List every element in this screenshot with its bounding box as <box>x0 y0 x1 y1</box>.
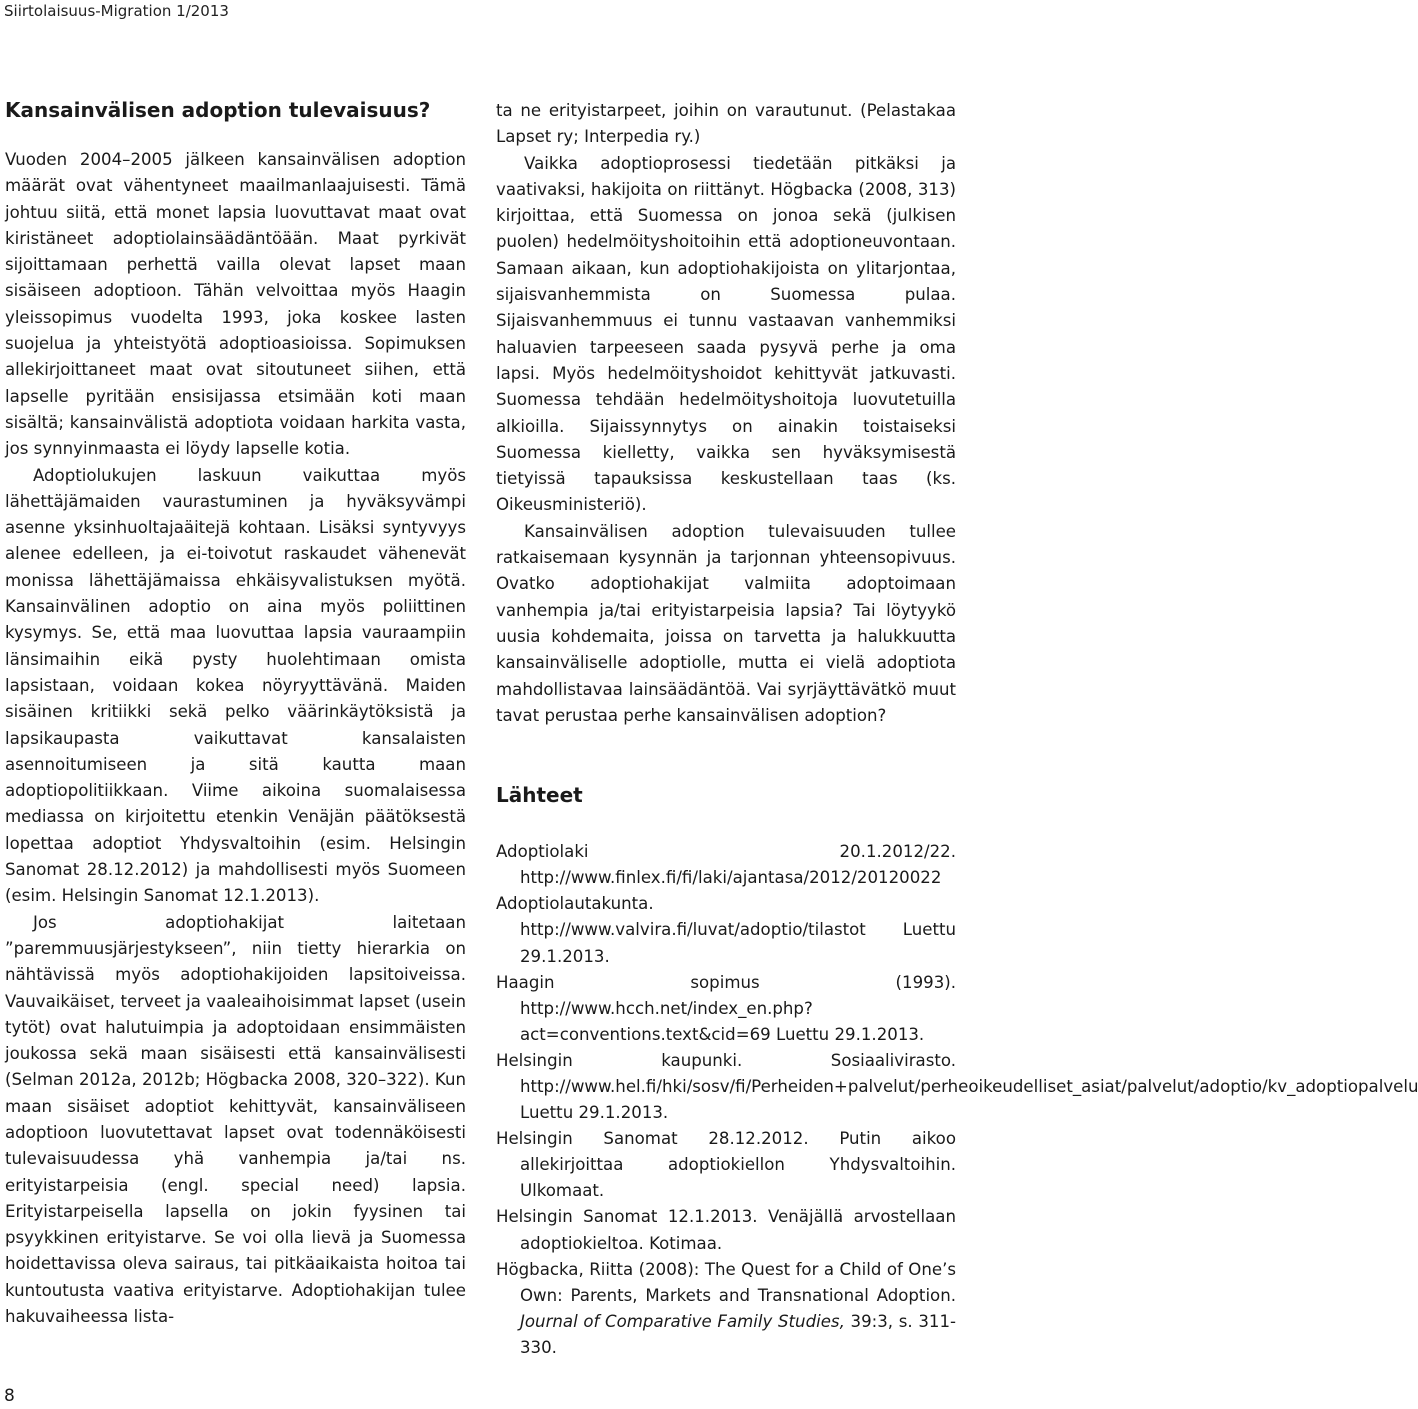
reference-tail: 39:3, s. 311-330. <box>520 1311 957 1357</box>
reference-item: Helsingin Sanomat 28.12.2012. Putin aikoo allekirjoittaa adoptiokiellon Yhdysvaltoihin. Ulkomaat. <box>496 1129 956 1201</box>
right-column <box>496 98 1418 1361</box>
reference-item: Adoptiolautakunta. http://www.valvira.fi/luvat/adoptio/tilastot Luettu 29.1.2013. <box>496 894 956 966</box>
reference-text: Högbacka, Riitta (2008): The Quest for a Child of One’s Own: Parents, Markets and Transnational Adoption. <box>496 1259 956 1305</box>
reference-item: Helsingin kaupunki. Sosiaalivirasto. http://www.hel.fi/hki/sosv/fi/Perheiden+palvelut/perheoikeudelliset_asiat/palvelut/adoptio/kv_adoptiopalvelu Luettu 29.1.2013. <box>496 1050 1418 1123</box>
body-paragraph: Vaikka adoptioprosessi tiedetään pitkäksi ja vaativaksi, hakijoita on riittänyt. Högbacka (2008, 313) kirjoittaa, että Suomessa on jonoa sekä (julkisen puolen) hedelmöityshoitoihin että adoptioneuvontaan. Samaan aikaan, kun adoptiohakijoista on ylitarjontaa, sijaisvanhemmista on Suomessa pulaa. Sijaisvanhemmuus ei tunnu vastaavan vanhemmiksi haluavien tarpeeseen saada pysyvä perhe ja oma lapsi. Myös hedelmöityshoidot kehittyvät jatkuvasti. Suomessa tehdään hedelmöityshoitoja luovutetuilla alkioilla. Sijaissynnytys on ainakin toistaiseksi Suomessa kielletty, vaikka sen hyväksymisestä tietyissä tapauksissa keskustellaan taas (ks. Oikeusministeriö). <box>496 153 956 515</box>
reference-item: Haagin sopimus (1993). http://www.hcch.net/index_en.php?act=conventions.text&cid=69 Luettu 29.1.2013. <box>496 972 956 1044</box>
reference-list <box>496 839 1418 1361</box>
running-header: Siirtolaisuus-Migration 1/2013 <box>4 2 229 20</box>
reference-item: Adoptiolaki 20.1.2012/22. http://www.finlex.fi/fi/laki/ajantasa/2012/20120022 <box>496 842 956 888</box>
body-paragraph: Jos adoptiohakijat laitetaan ”paremmuusjärjestykseen”, niin tietty hierarkia on nähtävissä myös adoptiohakijoiden lapsitoiveissa. Vauvaikäiset, terveet ja vaaleaihoisimmat lapset (usein tytöt) ovat halutuimpia ja adoptoidaan ensimmäisten joukossa sekä maan sisäisesti että kansainvälisesti (Selman 2012a, 2012b; Högbacka 2008, 320–322). Kun maan sisäiset adoptiot kehittyvät, kansainväliseen adoptioon luovutettavat lapset ovat todennäköisesti tulevaisuudessa yhä vanhempia ja/tai ns. erityistarpeisia (engl. special need) lapsia. Erityistarpeisella lapsella on jokin fyysinen tai psyykkinen erityistarve. Se voi olla lievä ja Suomessa hoidettavissa oleva sairaus, tai pitkäaikaista hoitoa tai kuntoutusta vaativa erityistarve. Adoptiohakijan tulee hakuvaiheessa lista- <box>5 912 466 1327</box>
body-paragraph: ta ne erityistarpeet, joihin on varautunut. (Pelastakaa Lapset ry; Interpedia ry.) <box>496 101 956 147</box>
reference-item: Helsingin Sanomat 12.1.2013. Venäjällä arvostellaan adoptiokieltoa. Kotimaa. <box>496 1207 956 1253</box>
page-number: 8 <box>4 1386 15 1406</box>
reference-item <box>496 1257 956 1361</box>
body-paragraph: Vuoden 2004–2005 jälkeen kansainvälisen adoption määrät ovat vähentyneet maailmanlaajuisesti. Tämä johtuu siitä, että monet lapsia luovuttavat maat ovat kiristäneet adoptiolainsäädäntöään. Maat pyrkivät sijoittamaan perhettä vailla olevat lapset maan sisäiseen adoptioon. Tähän velvoittaa myös Haagin yleissopimus vuodelta 1993, joka koskee lasten suojelua ja yhteistyötä adoptioasioissa. Sopimuksen allekirjoittaneet maat ovat sitoutuneet siihen, että lapselle pyritään ensisijassa etsimään koti maan sisältä; kansainvälistä adoptiota voidaan harkita vasta, jos synnyinmaasta ei löydy lapselle kotia. <box>5 150 466 459</box>
sources-heading: Lähteet <box>496 783 583 808</box>
body-paragraph: Adoptiolukujen laskuun vaikuttaa myös lähettäjämaiden vaurastuminen ja hyväksyvämpi asenne yksinhuoltajaäitejä kohtaan. Lisäksi syntyvyys alenee edelleen, ja ei-toivotut raskaudet vähenevät monissa lähettäjämaissa ehkäisyvalistuksen myötä. Kansainvälinen adoptio on aina myös poliittinen kysymys. Se, että maa luovuttaa lapsia vauraampiin länsimaihin eikä pysty huolehtimaan omista lapsistaan, voidaan kokea nöyryyttävänä. Maiden sisäinen kritiikki sekä pelko väärinkäytöksistä ja lapsikaupasta vaikuttavat kansalaisten asennoitumiseen ja sitä kautta maan adoptiopolitiikkaan. Viime aikoina suomalaisessa mediassa on kirjoitettu etenkin Venäjän päätöksestä lopettaa adoptiot Yhdysvaltoihin (esim. Helsingin Sanomat 28.12.2012) ja mahdollisesti myös Suomeen (esim. Helsingin Sanomat 12.1.2013). <box>5 465 466 906</box>
body-paragraph: Kansainvälisen adoption tulevaisuuden tullee ratkaisemaan kysynnän ja tarjonnan yhteensopivuus. Ovatko adoptiohakijat valmiita adoptoimaan vanhempia ja/tai erityistarpeisia lapsia? Tai löytyykö uusia kohdemaita, joissa on tarvetta ja halukkuutta kansainväliselle adoptiolle, mutta ei vielä adoptiota mahdollistavaa lainsäädäntöä. Vai syrjäyttävätkö muut tavat perustaa perhe kansainvälisen adoption? <box>496 521 956 725</box>
left-column <box>5 97 466 1330</box>
section-heading: Kansainvälisen adoption tulevaisuus? <box>5 98 431 122</box>
reference-journal: Journal of Comparative Family Studies, <box>520 1311 845 1331</box>
